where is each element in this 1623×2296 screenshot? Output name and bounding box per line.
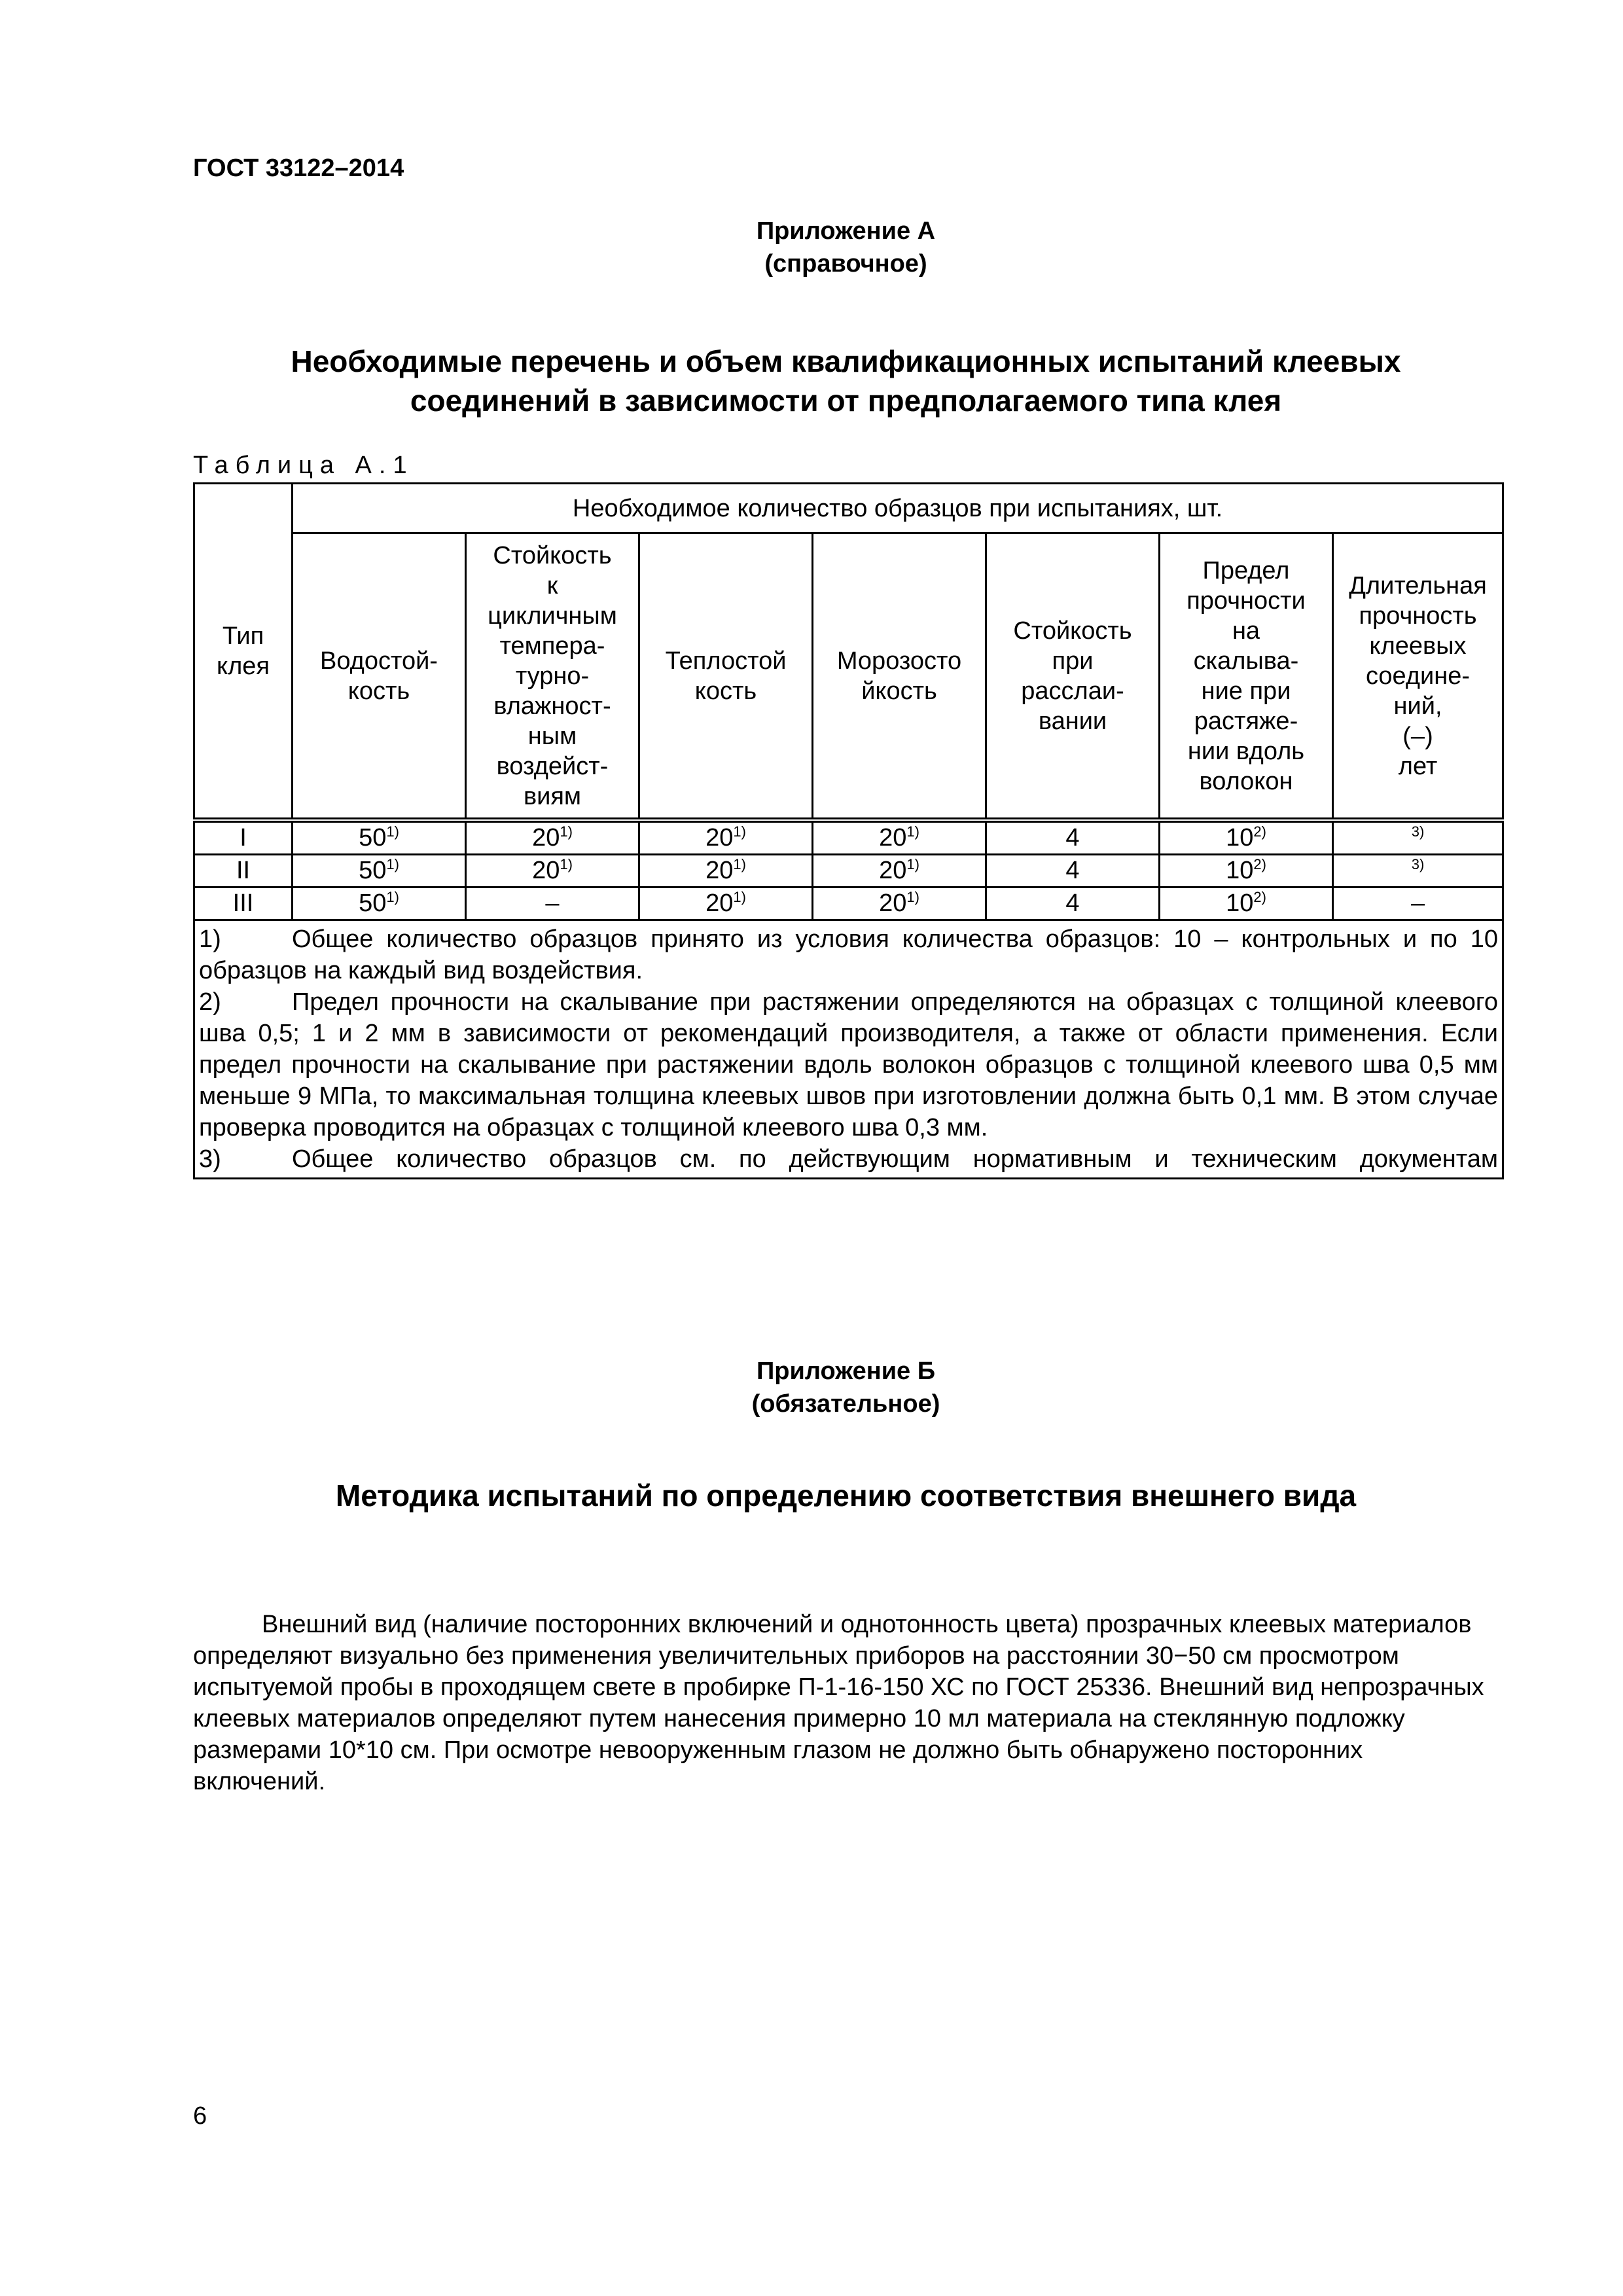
cell-value: 20 <box>705 824 734 852</box>
table-cell <box>986 820 1160 855</box>
table-cell <box>194 855 293 888</box>
col-header-glue-type <box>194 484 293 821</box>
cell-value: II <box>236 857 251 884</box>
footnote-ref: 1) <box>560 856 573 872</box>
col-header-shear-strength <box>1160 533 1333 821</box>
table-cell <box>1333 888 1503 920</box>
cell-value: 10 <box>1226 857 1254 884</box>
cell-value: 20 <box>879 889 907 917</box>
appendix-b-label: Приложение Б <box>756 1357 936 1385</box>
footnote-ref: 1) <box>906 889 919 905</box>
table-cell <box>293 888 466 920</box>
col-header-frost-resistance <box>813 533 986 821</box>
col-header-line: ние при <box>1201 677 1291 705</box>
note-1: 1) Общее количество образцов принято из условия количества образцов: 10 – контрольных и по 10 образцов на каждый вид воздействия. <box>199 925 1499 984</box>
footnote-ref: 2) <box>1253 856 1266 872</box>
appendix-b-body <box>193 1609 1492 1797</box>
col-header-line: вании <box>1038 707 1107 735</box>
table-cell <box>986 888 1160 920</box>
table-cell <box>1333 820 1503 855</box>
cell-value: I <box>240 824 247 852</box>
table-cell <box>1160 888 1333 920</box>
col-header-line: расслаи- <box>1021 677 1124 705</box>
col-header-line: Водостой- <box>320 647 438 675</box>
cell-value: 20 <box>705 857 734 884</box>
appendix-a-label: Приложение А <box>756 217 936 245</box>
col-header-line: воздейст- <box>496 752 609 780</box>
appendix-b-title: Методика испытаний по определению соответствия внешнего вида <box>335 1479 1357 1513</box>
document-code: ГОСТ 33122–2014 <box>193 154 404 182</box>
footnote-ref: 1) <box>733 823 746 840</box>
footnote-ref: 3) <box>1411 856 1425 872</box>
table-cell <box>1160 820 1333 855</box>
cell-value: 10 <box>1226 824 1254 852</box>
note-3: 3) Общее количество образцов см. по действующим нормативным и техническим документам <box>199 1145 1499 1173</box>
col-header-line: лет <box>1398 752 1438 780</box>
cell-value: III <box>232 889 254 917</box>
footnote-ref: 1) <box>733 889 746 905</box>
appendix-b-status: (обязательное) <box>751 1390 940 1418</box>
col-header-line: Стойкость <box>493 541 612 569</box>
footnote-ref: 1) <box>386 856 399 872</box>
col-header-water-resistance <box>293 533 466 821</box>
table-cell <box>813 888 986 920</box>
col-header-line: ний, <box>1393 692 1442 720</box>
table-cell <box>466 855 639 888</box>
col-header-line: прочность <box>1359 601 1477 630</box>
cell-value: – <box>1410 889 1425 917</box>
cell-value: 4 <box>1065 889 1080 917</box>
col-header-line: виям <box>523 782 582 810</box>
table-cell <box>813 855 986 888</box>
table-cell <box>293 820 466 855</box>
col-header-line: йкость <box>861 677 937 705</box>
col-header-line: темпера- <box>499 632 605 660</box>
col-header-line: скалыва- <box>1193 647 1299 675</box>
cell-value: 4 <box>1065 824 1080 852</box>
col-header-line: прочности <box>1186 586 1306 615</box>
col-header-cyclic-climate-resistance <box>466 533 639 821</box>
table-cell <box>466 820 639 855</box>
col-header-line: нии вдоль <box>1187 737 1305 765</box>
appendix-b-heading <box>193 1355 1499 1420</box>
col-header-long-term-strength <box>1333 533 1503 821</box>
table-cell <box>639 888 813 920</box>
cell-value: 50 <box>359 857 387 884</box>
page-number: 6 <box>193 2102 207 2130</box>
col-header-line: соедине- <box>1365 662 1471 690</box>
table-body <box>194 820 1503 920</box>
col-header-line: турно- <box>515 662 590 690</box>
footnote-ref: 1) <box>733 856 746 872</box>
col-header-line: клея <box>217 652 270 680</box>
col-header-line: клеевых <box>1369 632 1467 660</box>
col-header-line: на <box>1232 617 1260 645</box>
col-header-line: при <box>1052 647 1094 675</box>
cell-value: 20 <box>879 857 907 884</box>
table-cell <box>986 855 1160 888</box>
footnote-ref: 1) <box>386 889 399 905</box>
appendix-a-title-line-1: Необходимые перечень и объем квалификационных испытаний клеевых <box>291 344 1401 378</box>
col-header-line: Предел <box>1202 556 1290 584</box>
col-header-line: Длительная <box>1349 571 1487 600</box>
cell-value: 50 <box>359 889 387 917</box>
table-caption: Таблица А.1 <box>193 452 414 479</box>
col-header-line: кость <box>694 677 757 705</box>
appendix-b-paragraph: Внешний вид (наличие посторонних включений и однотонность цвета) прозрачных клеевых материалов определяют визуально без применения увеличительных приборов на расстоянии 30−50 см просмотром испытуемой пробы в проходящем свете в пробирке П-1-16-150 ХС по ГОСТ 25336. Внешний вид непрозрачных клеевых материалов определяют путем нанесения примерно 10 мл материала на стеклянную подложку размерами 10*10 см. При осмотре невооруженным глазом не должно быть обнаружено посторонних включений. <box>193 1611 1484 1795</box>
col-header-line: Морозосто <box>836 647 962 675</box>
cell-value: – <box>545 889 560 917</box>
table-row <box>194 820 1503 855</box>
footnote-ref: 1) <box>906 856 919 872</box>
cell-value: 20 <box>532 824 560 852</box>
col-header-heat-resistance <box>639 533 813 821</box>
table-cell <box>194 820 293 855</box>
table-cell <box>1333 855 1503 888</box>
cell-value: 10 <box>1226 889 1254 917</box>
col-header-line: растяже- <box>1194 707 1298 735</box>
table-cell <box>813 820 986 855</box>
table-row <box>194 888 1503 920</box>
col-header-line: цикличным <box>488 601 617 630</box>
footnote-ref: 1) <box>906 823 919 840</box>
col-header-line: Теплостой <box>665 647 787 675</box>
cell-value: 4 <box>1065 857 1080 884</box>
col-header-delamination-resistance <box>986 533 1160 821</box>
appendix-a-title <box>193 342 1499 420</box>
table-cell <box>293 855 466 888</box>
table-row <box>194 855 1503 888</box>
footnote-ref: 1) <box>386 823 399 840</box>
table-cell <box>466 888 639 920</box>
footnote-ref: 3) <box>1411 823 1425 840</box>
table-cell <box>1160 855 1333 888</box>
col-header-line: ным <box>527 722 577 750</box>
col-header-line: влажност- <box>493 692 611 720</box>
table-cell <box>194 888 293 920</box>
col-header-line: кость <box>348 677 410 705</box>
col-header-line: (–) <box>1402 722 1433 750</box>
cell-value: 20 <box>879 824 907 852</box>
footnote-ref: 2) <box>1253 823 1266 840</box>
col-header-line: Тип <box>222 622 264 650</box>
col-header-line: к <box>546 571 558 600</box>
group-header: Необходимое количество образцов при испытаниях, шт. <box>293 484 1503 533</box>
samples-table <box>193 482 1504 1179</box>
appendix-a-title-line-2: соединений в зависимости от предполагаемого типа клея <box>410 384 1282 418</box>
cell-value: 20 <box>532 857 560 884</box>
cell-value: 50 <box>359 824 387 852</box>
table-notes <box>194 920 1503 1179</box>
cell-value: 20 <box>705 889 734 917</box>
table-cell <box>639 820 813 855</box>
col-header-line: волокон <box>1199 767 1293 795</box>
col-header-line: Стойкость <box>1013 617 1132 645</box>
footnote-ref: 2) <box>1253 889 1266 905</box>
appendix-a-heading <box>193 215 1499 280</box>
table-cell <box>639 855 813 888</box>
table-a1 <box>193 482 1502 1179</box>
appendix-a-status: (справочное) <box>764 250 927 278</box>
note-2: 2) Предел прочности на скалывание при растяжении определяются на образцах с толщиной клеевого шва 0,5; 1 и 2 мм в зависимости от рекомендаций производителя, а также от области применения. Если предел прочности на скалывание при растяжении вдоль волокон образцов с толщиной клеевого шва 0,5 мм меньше 9 МПа, то максимальная толщина клеевых швов при изготовлении должна быть 0,1 мм. В этом случае проверка проводится на образцах с толщиной клеевого шва 0,3 мм. <box>199 988 1499 1141</box>
footnote-ref: 1) <box>560 823 573 840</box>
